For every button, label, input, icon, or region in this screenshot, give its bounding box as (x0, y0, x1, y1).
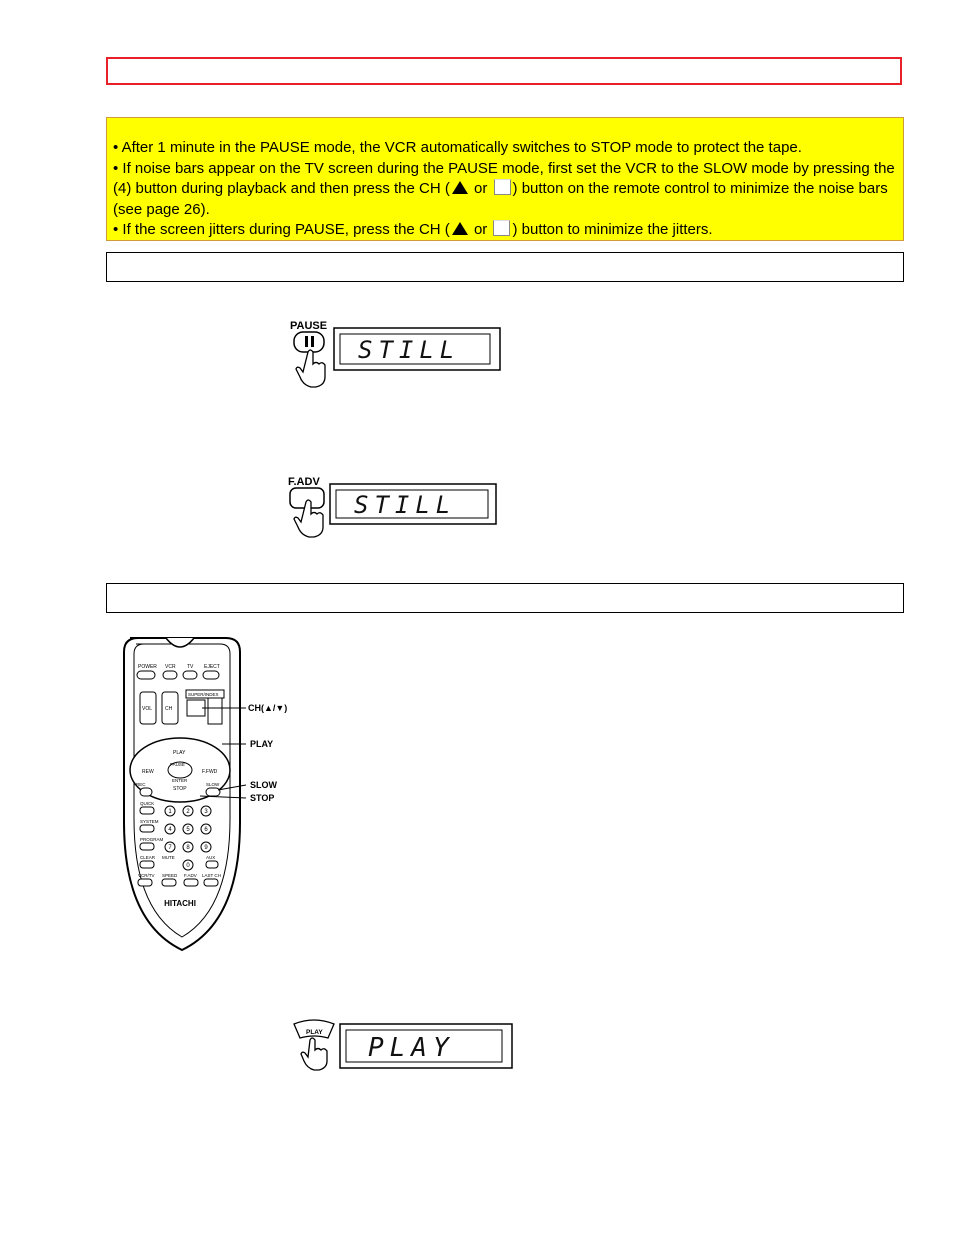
note-line-2-text-b: ) button on the remote control to minimize the noise bars (see page 26). (113, 180, 888, 218)
callout-slow: SLOW (250, 780, 277, 790)
triangle-up-icon (452, 221, 468, 236)
remote-label-vcr: VCR (165, 664, 176, 670)
digit-key: 7 (168, 845, 172, 851)
remote-label-fadv: F.ADV (184, 873, 197, 878)
digit-key: 0 (186, 863, 190, 869)
digit-key: 9 (204, 845, 208, 851)
callout-play: PLAY (250, 739, 274, 749)
pause-button-label: PAUSE (290, 320, 328, 332)
remote-label-ffwd: F.FWD (202, 769, 218, 775)
remote-label-pause: PAUSE (170, 762, 185, 767)
digit-key: 6 (204, 827, 208, 833)
digit-key: 3 (204, 809, 208, 815)
remote-label-rec: REC (136, 782, 146, 787)
pause-display-text: STILL (358, 336, 461, 364)
remote-label-ch: CH (165, 706, 173, 712)
note-line-2 (113, 159, 897, 221)
digit-key: 2 (186, 809, 190, 815)
remote-label-program: PROGRAM (140, 837, 164, 842)
remote-label-vcrtv: VCR/TV (138, 873, 155, 878)
remote-label-mute: MUTE (162, 855, 175, 860)
digit-key: 8 (186, 845, 190, 851)
remote-label-power: POWER (138, 664, 157, 670)
note-line-3-text-b: ) button to minimize the jitters. (512, 221, 713, 238)
fadv-button-label: F.ADV (288, 476, 320, 488)
remote-brand: HITACHI (164, 899, 196, 908)
triangle-up-icon (452, 180, 468, 195)
digit-key: 1 (168, 809, 172, 815)
note-box (106, 117, 904, 241)
remote-label-play: PLAY (173, 750, 186, 756)
remote-label-aux: AUX (206, 855, 216, 860)
callout-stop: STOP (250, 793, 275, 803)
remote-label-quick: QUICK (140, 801, 155, 806)
remote-label-slow: SLOW (206, 782, 220, 787)
blank-box-icon (493, 220, 510, 236)
remote-label-speed: SPEED (162, 873, 178, 878)
digit-key: 5 (186, 827, 190, 833)
play-button-label: PLAY (306, 1029, 323, 1036)
blank-box-icon (494, 179, 511, 195)
remote-label-tv: TV (187, 664, 194, 670)
fadv-figure (284, 472, 504, 544)
section-bar-1 (106, 252, 904, 282)
remote-label-eject: EJECT (204, 664, 220, 670)
hand-pointer-icon (301, 1038, 327, 1070)
hand-pointer-icon (296, 350, 325, 387)
note-line-2-text-a: • If noise bars appear on the TV screen during the PAUSE mode, first set the VCR to the SLOW mode by pressing the (4) button during playback and then press the CH ( (113, 159, 895, 197)
header-bar (106, 57, 902, 85)
remote-label-rew: REW (142, 769, 154, 775)
play-figure (290, 1016, 516, 1074)
remote-label-vol: VOL (142, 706, 153, 712)
callout-ch: CH(▲/▼) (248, 703, 288, 713)
note-line-3-text-a: • If the screen jitters during PAUSE, press the CH ( (113, 221, 450, 238)
digit-key: 4 (168, 827, 172, 833)
note-line-3 (113, 220, 897, 241)
note-line-1: • After 1 minute in the PAUSE mode, the VCR automatically switches to STOP mode to protect the tape. (113, 139, 802, 156)
note-line-2-or: or (474, 180, 488, 197)
pause-figure (284, 316, 504, 388)
remote-label-enter: ENTER (172, 778, 188, 783)
remote-label-clear: CLEAR (140, 855, 156, 860)
fadv-display-text: STILL (354, 491, 457, 519)
play-display-text: PLAY (368, 1033, 455, 1063)
remote-label-stop: STOP (173, 786, 187, 792)
remote-label-lastch: LAST CH (202, 873, 221, 878)
remote-control-figure (110, 630, 300, 955)
note-line-3-or: or (473, 221, 488, 238)
remote-label-system: SYSTEM (140, 819, 159, 824)
remote-label-super-index: SUPER/INDEX (188, 692, 219, 697)
section-bar-2 (106, 583, 904, 613)
